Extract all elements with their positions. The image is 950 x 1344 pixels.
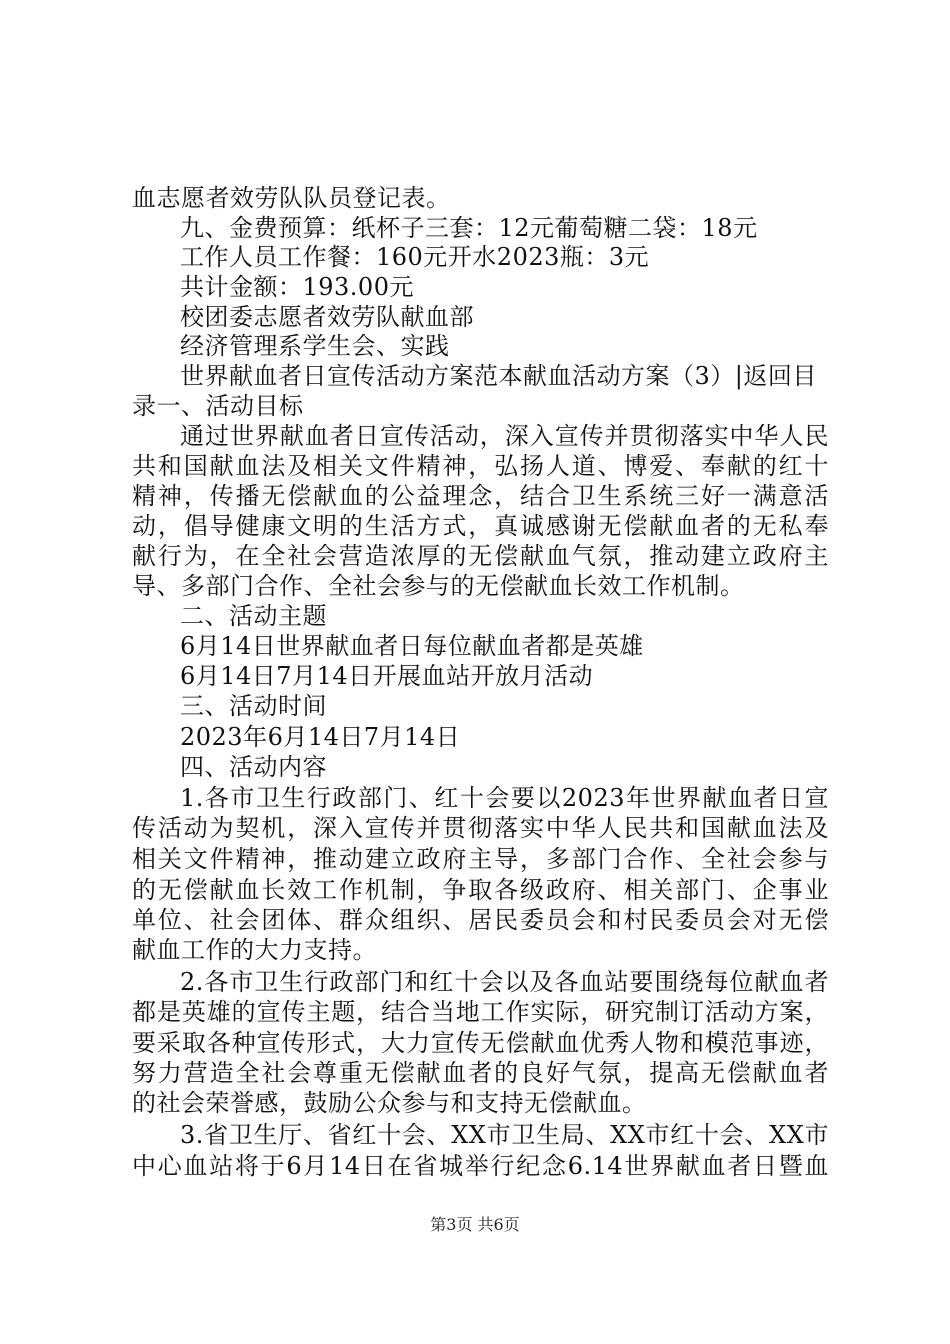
text-line: 校团委志愿者效劳队献血部	[180, 303, 474, 331]
text-line: 努力营造全社会尊重无偿献血者的良好气氛，提高无偿献血者	[132, 1059, 829, 1087]
text-line: 献行为，在全社会营造浓厚的无偿献血气氛，推动建立政府主	[132, 542, 829, 570]
text-line: 经济管理系学生会、实践	[180, 332, 450, 360]
text-line: 2.各市卫生行政部门和红十会以及各血站要围绕每位献血者	[180, 968, 829, 996]
text-line: 1.各市卫生行政部门、红十会要以2023年世界献血者日宣	[180, 784, 829, 812]
text-line: 血志愿者效劳队队员登记表。	[132, 184, 451, 212]
text-line: 工作人员工作餐：160元开水2023瓶：3元	[180, 243, 650, 271]
text-line: 世界献血者日宣传活动方案范本献血活动方案（3）|返回目	[180, 362, 817, 390]
text-line: 6月14日7月14日开展血站开放月活动	[180, 662, 594, 690]
text-line: 共和国献血法及相关文件精神，弘扬人道、博爱、奉献的红十	[132, 452, 829, 480]
text-line: 传活动为契机，深入宣传并贯彻落实中华人民共和国献血法及	[132, 814, 829, 842]
text-line: 导、多部门合作、全社会参与的无偿献血长效工作机制。	[132, 572, 745, 600]
text-line: 动，倡导健康文明的生活方式，真诚感谢无偿献血者的无私奉	[132, 512, 829, 540]
text-line: 中心血站将于6月14日在省城举行纪念6.14世界献血者日暨血	[132, 1152, 829, 1180]
text-line: 6月14日世界献血者日每位献血者都是英雄	[180, 632, 644, 660]
page-footer: 第3页 共6页	[430, 1215, 520, 1234]
text-line: 精神，传播无偿献血的公益理念，结合卫生系统三好一满意活	[132, 482, 829, 510]
text-line: 二、活动主题	[180, 602, 327, 630]
text-line: 2023年6月14日7月14日	[180, 723, 461, 751]
text-line: 共计金额：193.00元	[180, 273, 414, 301]
text-line: 录一、活动目标	[132, 392, 304, 420]
text-line: 四、活动内容	[180, 753, 327, 781]
text-line: 的无偿献血长效工作机制，争取各级政府、相关部门、企事业	[132, 876, 829, 904]
text-line: 献血工作的大力支持。	[132, 936, 377, 964]
text-line: 的社会荣誉感，鼓励公众参与和支持无偿献血。	[132, 1089, 647, 1117]
text-line: 三、活动时间	[180, 692, 327, 720]
text-line: 九、金费预算：纸杯子三套：12元葡萄糖二袋：18元	[180, 214, 758, 242]
text-line: 3.省卫生厅、省红十会、XX市卫生局、XX市红十会、XX市	[180, 1121, 829, 1149]
text-line: 都是英雄的宣传主题，结合当地工作实际，研究制订活动方案，	[132, 998, 829, 1026]
text-line: 单位、社会团体、群众组织、居民委员会和村民委员会对无偿	[132, 906, 829, 934]
text-line: 通过世界献血者日宣传活动，深入宣传并贯彻落实中华人民	[180, 422, 829, 450]
text-line: 相关文件精神，推动建立政府主导，多部门合作、全社会参与	[132, 845, 829, 873]
text-line: 要采取各种宣传形式，大力宣传无偿献血优秀人物和模范事迹，	[132, 1029, 829, 1057]
